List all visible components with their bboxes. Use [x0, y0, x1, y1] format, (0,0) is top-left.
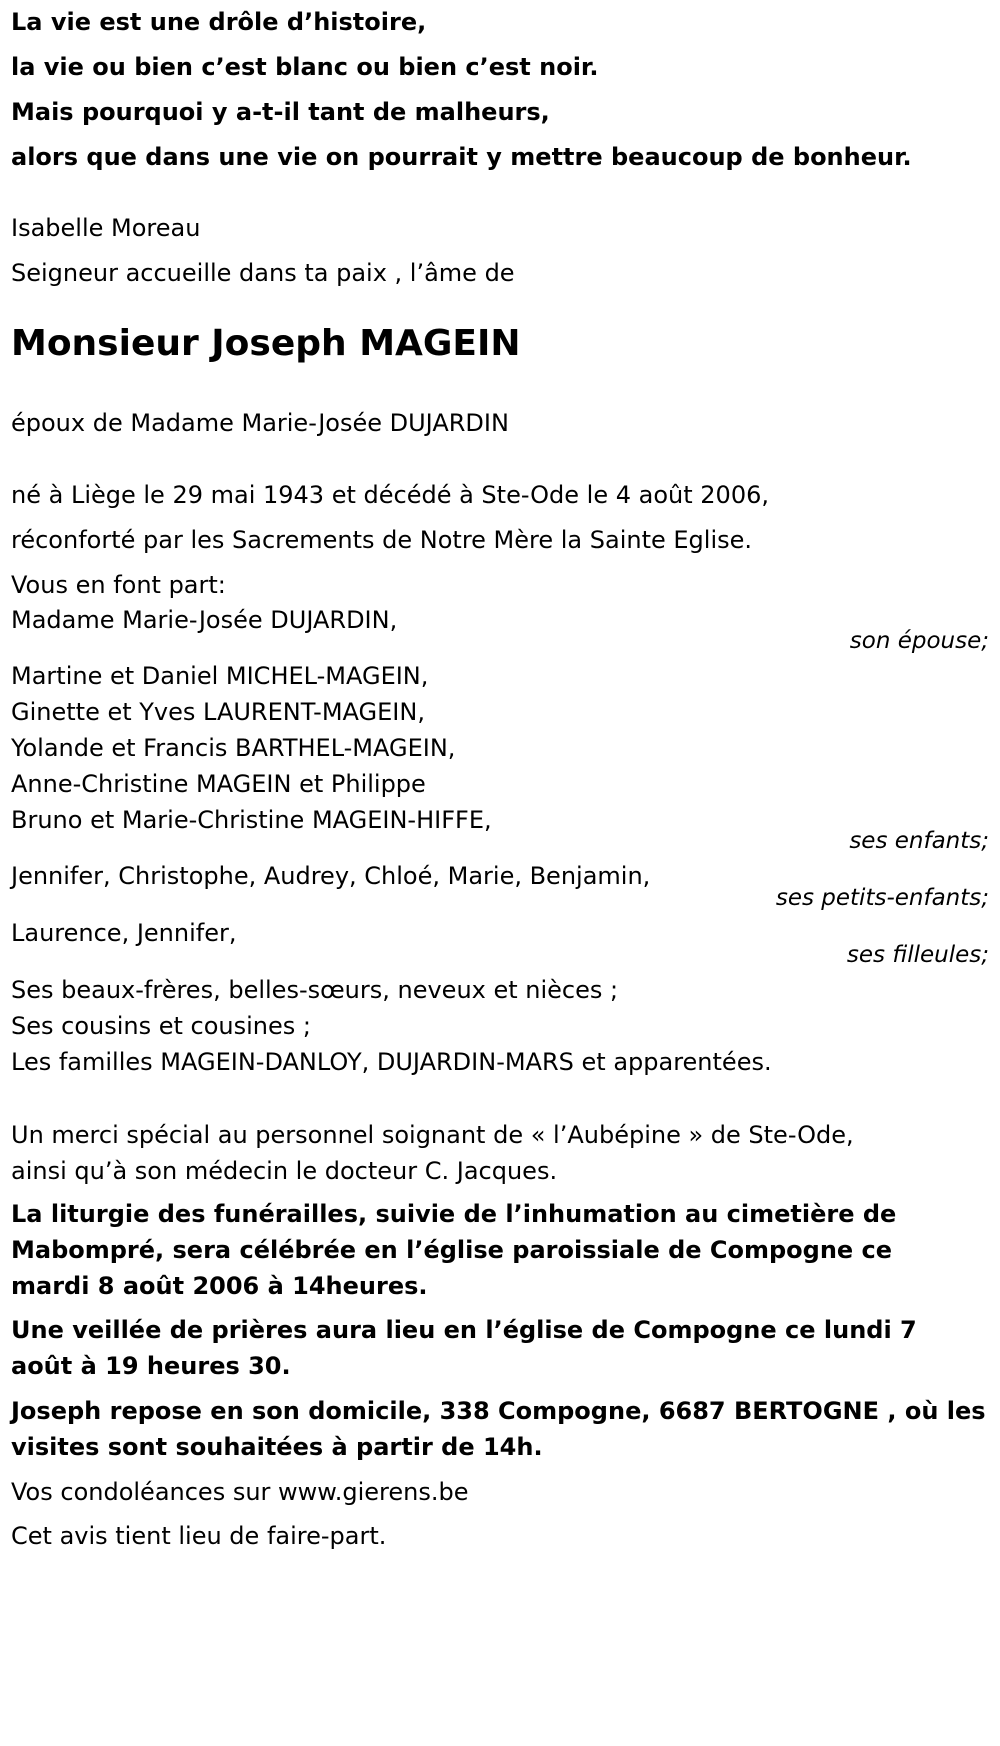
thanks-line-2: ainsi qu’à son médecin le docteur C. Jacques. [11, 1157, 558, 1185]
spouse-role: son épouse; [849, 628, 989, 654]
deceased-name: Monsieur Joseph MAGEIN [11, 323, 521, 364]
family-line-2: Ses cousins et cousines ; [11, 1012, 311, 1040]
funeral-line-1: La liturgie des funérailles, suivie de l’inhumation au cimetière de [11, 1200, 897, 1228]
poem-author: Isabelle Moreau [11, 214, 201, 242]
child-line-4: Anne-Christine MAGEIN et Philippe [11, 770, 426, 798]
poem-line-3: Mais pourquoi y a-t-il tant de malheurs, [11, 98, 550, 126]
announce-line: Vous en font part: [11, 571, 226, 599]
child-line-1: Martine et Daniel MICHEL-MAGEIN, [11, 662, 429, 690]
poem-line-2: la vie ou bien c’est blanc ou bien c’est noir. [11, 53, 599, 81]
child-line-2: Ginette et Yves LAURENT-MAGEIN, [11, 698, 425, 726]
child-line-5: Bruno et Marie-Christine MAGEIN-HIFFE, [11, 806, 492, 834]
funeral-line-2: Mabompré, sera célébrée en l’église paroissiale de Compogne ce [11, 1236, 893, 1264]
thanks-line-1: Un merci spécial au personnel soignant de « l’Aubépine » de Ste-Ode, [11, 1121, 854, 1149]
spouse-line: époux de Madame Marie-Josée DUJARDIN [11, 409, 509, 437]
poem-line-1: La vie est une drôle d’histoire, [11, 8, 427, 36]
visits-line-1: Joseph repose en son domicile, 338 Compogne, 6687 BERTOGNE , où les [11, 1397, 986, 1425]
intro-line: Seigneur accueille dans ta paix , l’âme de [11, 259, 515, 287]
goddaughters-role: ses filleules; [846, 942, 989, 968]
notice-line: Cet avis tient lieu de faire-part. [11, 1522, 387, 1550]
grandchildren-role: ses petits-enfants; [775, 885, 989, 911]
vigil-line-2: août à 19 heures 30. [11, 1352, 291, 1380]
poem-line-4: alors que dans une vie on pourrait y mettre beaucoup de bonheur. [11, 143, 912, 171]
child-line-3: Yolande et Francis BARTHEL-MAGEIN, [11, 734, 456, 762]
children-role: ses enfants; [849, 828, 989, 854]
grandchildren-line: Jennifer, Christophe, Audrey, Chloé, Marie, Benjamin, [11, 862, 651, 890]
visits-line-2: visites sont souhaitées à partir de 14h. [11, 1433, 543, 1461]
family-line-3: Les familles MAGEIN-DANLOY, DUJARDIN-MARS et apparentées. [11, 1048, 772, 1076]
sacraments-line: réconforté par les Sacrements de Notre Mère la Sainte Eglise. [11, 526, 753, 554]
goddaughters-line: Laurence, Jennifer, [11, 919, 237, 947]
spouse-name: Madame Marie-Josée DUJARDIN, [11, 606, 398, 634]
condolences-line: Vos condoléances sur www.gierens.be [11, 1478, 469, 1506]
vigil-line-1: Une veillée de prières aura lieu en l’église de Compogne ce lundi 7 [11, 1316, 917, 1344]
family-line-1: Ses beaux-frères, belles-sœurs, neveux et nièces ; [11, 976, 619, 1004]
birth-death-line: né à Liège le 29 mai 1943 et décédé à Ste-Ode le 4 août 2006, [11, 481, 769, 509]
funeral-line-3: mardi 8 août 2006 à 14heures. [11, 1272, 428, 1300]
